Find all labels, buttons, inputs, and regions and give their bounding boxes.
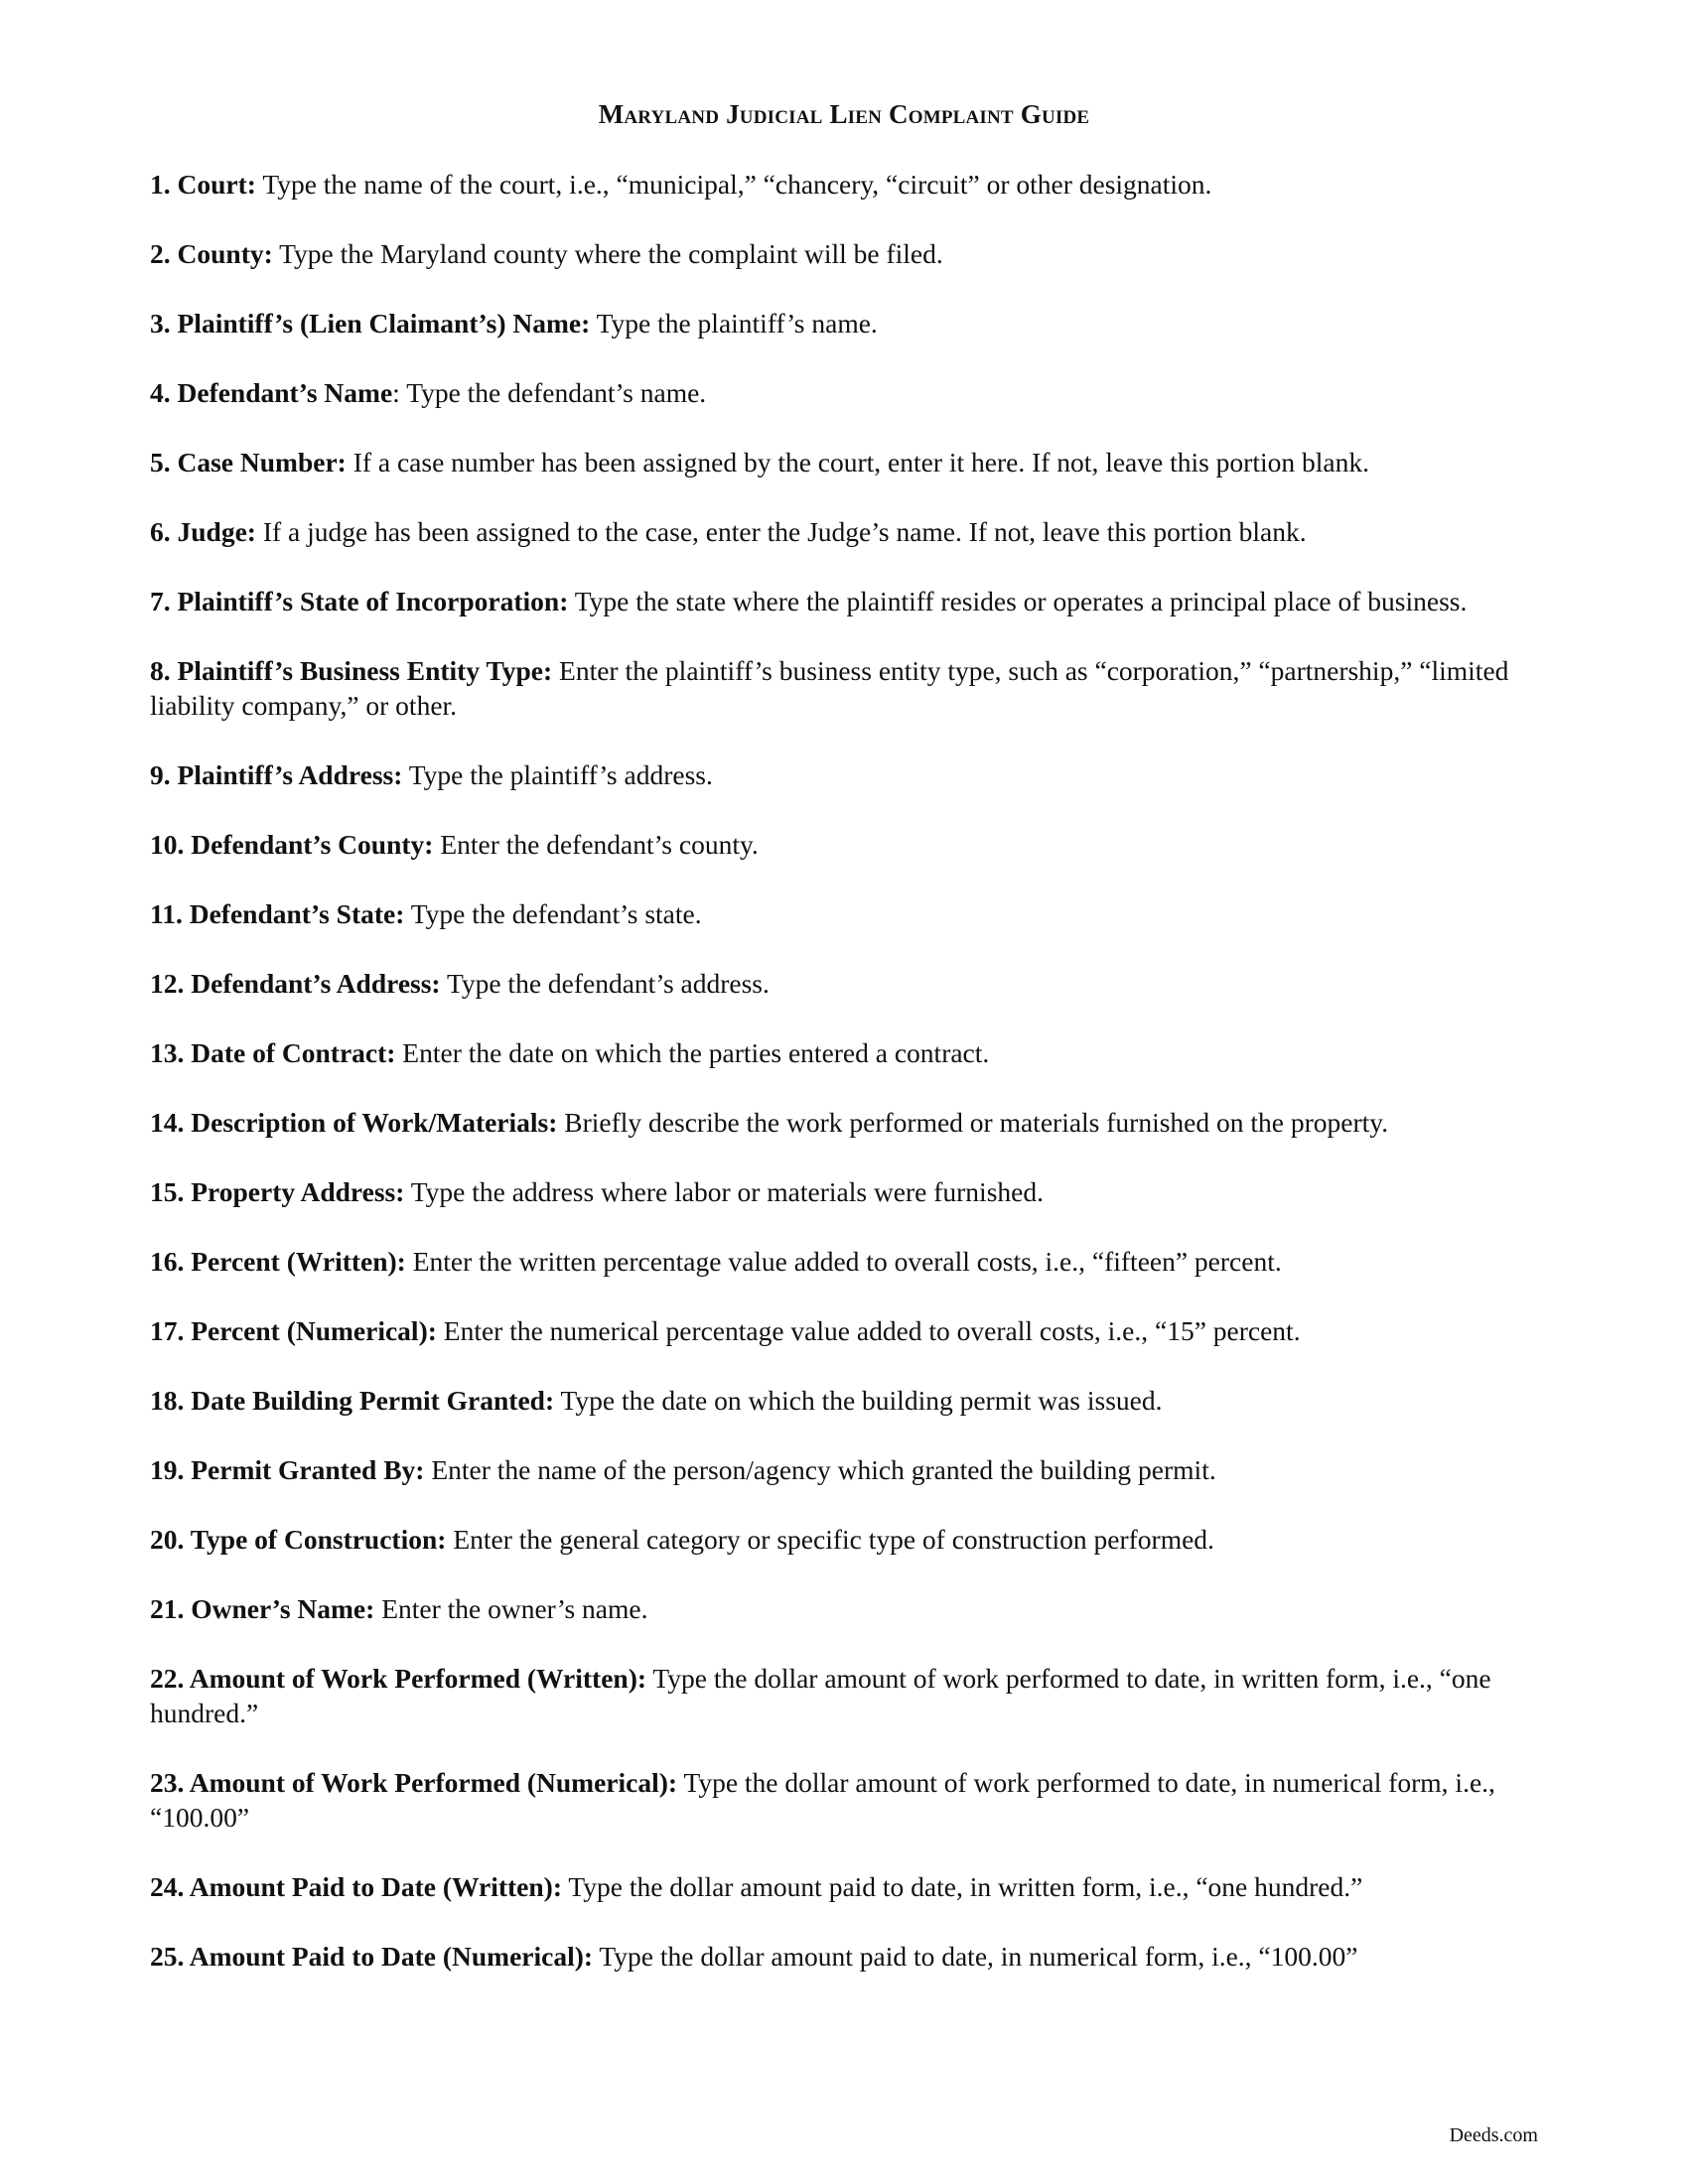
guide-item-text: Type the dollar amount paid to date, in numerical form, i.e., “100.00” <box>593 1941 1358 1972</box>
guide-item-text: Enter the owner’s name. <box>374 1593 648 1624</box>
guide-item-label: 23. Amount of Work Performed (Numerical): <box>150 1767 678 1798</box>
guide-item-label: 8. Plaintiff’s Business Entity Type: <box>150 655 553 686</box>
guide-item-label: 22. Amount of Work Performed (Written): <box>150 1663 647 1694</box>
guide-item-label: 12. Defendant’s Address: <box>150 968 441 999</box>
guide-item <box>150 445 1540 479</box>
guide-item <box>150 896 1540 931</box>
guide-item-label: 21. Owner’s Name: <box>150 1593 375 1624</box>
guide-item-label: 18. Date Building Permit Granted: <box>150 1385 555 1416</box>
guide-item-label: 19. Permit Granted By: <box>150 1454 425 1485</box>
guide-item <box>150 1174 1540 1209</box>
guide-item <box>150 1313 1540 1348</box>
document-title: Maryland Judicial Lien Complaint Guide <box>598 99 1090 129</box>
guide-item-text: Enter the name of the person/agency which granted the building permit. <box>424 1454 1216 1485</box>
guide-item-label: 5. Case Number: <box>150 447 347 478</box>
guide-item-label: 20. Type of Construction: <box>150 1524 447 1555</box>
guide-item-text: Enter the numerical percentage value added to overall costs, i.e., “15” percent. <box>436 1315 1301 1346</box>
guide-item-text: Enter the general category or specific type of construction performed. <box>446 1524 1214 1555</box>
guide-item <box>150 1105 1540 1140</box>
guide-item-label: 11. Defendant’s State: <box>150 898 405 929</box>
guide-item-text: Type the date on which the building permit was issued. <box>554 1385 1163 1416</box>
guide-item-text: Type the dollar amount paid to date, in written form, i.e., “one hundred.” <box>562 1871 1363 1902</box>
guide-item-label: 9. Plaintiff’s Address: <box>150 759 403 790</box>
guide-item <box>150 1591 1540 1626</box>
guide-item <box>150 1765 1540 1835</box>
guide-item-text: Type the dollar amount of work performed to date, in written form, i.e., “one hundred.” <box>150 1663 1491 1728</box>
guide-item-text: Type the defendant’s state. <box>404 898 702 929</box>
guide-item-label: 10. Defendant’s County: <box>150 829 434 860</box>
guide-item <box>150 584 1540 618</box>
guide-item-label: 6. Judge: <box>150 516 256 547</box>
guide-item <box>150 1869 1540 1904</box>
guide-item <box>150 966 1540 1001</box>
guide-item-label: 25. Amount Paid to Date (Numerical): <box>150 1941 594 1972</box>
guide-item-text: Type the defendant’s address. <box>440 968 770 999</box>
guide-item-text: Type the address where labor or materials were furnished. <box>404 1176 1044 1207</box>
guide-item-label: 2. County: <box>150 238 273 269</box>
guide-item <box>150 1383 1540 1418</box>
guide-item <box>150 375 1540 410</box>
guide-item <box>150 1035 1540 1070</box>
guide-item-text: If a case number has been assigned by the court, enter it here. If not, leave this portion blank. <box>346 447 1369 478</box>
guide-item <box>150 827 1540 862</box>
guide-item-label: 15. Property Address: <box>150 1176 405 1207</box>
guide-item <box>150 1452 1540 1487</box>
guide-item-text: Type the name of the court, i.e., “municipal,” “chancery, “circuit” or other designation. <box>255 169 1212 200</box>
guide-item-text: Type the Maryland county where the complaint will be filed. <box>272 238 943 269</box>
guide-item-label: 7. Plaintiff’s State of Incorporation: <box>150 586 569 616</box>
guide-item-text: Type the dollar amount of work performed to date, in numerical form, i.e., “100.00” <box>150 1767 1495 1833</box>
guide-item-text: If a judge has been assigned to the case, enter the Judge’s name. If not, leave this portion blank. <box>255 516 1307 547</box>
guide-item-text: Enter the date on which the parties entered a contract. <box>395 1037 990 1068</box>
footer-brand: Deeds.com <box>1449 2124 1538 2146</box>
guide-item-text: Type the plaintiff’s name. <box>590 308 878 339</box>
guide-item <box>150 1939 1540 1974</box>
guide-item <box>150 1244 1540 1279</box>
guide-item-label: 17. Percent (Numerical): <box>150 1315 437 1346</box>
guide-item-label: 14. Description of Work/Materials: <box>150 1107 558 1138</box>
guide-item <box>150 1661 1540 1730</box>
guide-item-text: : Type the defendant’s name. <box>392 377 707 408</box>
guide-item-label: 1. Court: <box>150 169 256 200</box>
guide-item-text: Enter the written percentage value added to overall costs, i.e., “fifteen” percent. <box>405 1246 1282 1277</box>
guide-item-text: Type the plaintiff’s address. <box>402 759 713 790</box>
guide-item-label: 13. Date of Contract: <box>150 1037 396 1068</box>
guide-item-label: 3. Plaintiff’s (Lien Claimant’s) Name: <box>150 308 591 339</box>
guide-item-label: 24. Amount Paid to Date (Written): <box>150 1871 562 1902</box>
guide-item <box>150 167 1540 202</box>
guide-item <box>150 757 1540 792</box>
guide-item-label: 4. Defendant’s Name <box>150 377 393 408</box>
guide-item <box>150 236 1540 271</box>
guide-item-text: Enter the plaintiff’s business entity type, such as “corporation,” “partnership,” “limited liability company,” or other. <box>150 655 1509 721</box>
guide-item <box>150 306 1540 341</box>
guide-item <box>150 514 1540 549</box>
guide-item <box>150 653 1540 723</box>
guide-item-label: 16. Percent (Written): <box>150 1246 406 1277</box>
guide-item-list <box>150 167 1540 2008</box>
guide-item <box>150 1522 1540 1557</box>
guide-item-text: Type the state where the plaintiff resides or operates a principal place of business. <box>568 586 1468 616</box>
guide-item-text: Enter the defendant’s county. <box>433 829 759 860</box>
guide-item-text: Briefly describe the work performed or materials furnished on the property. <box>557 1107 1389 1138</box>
